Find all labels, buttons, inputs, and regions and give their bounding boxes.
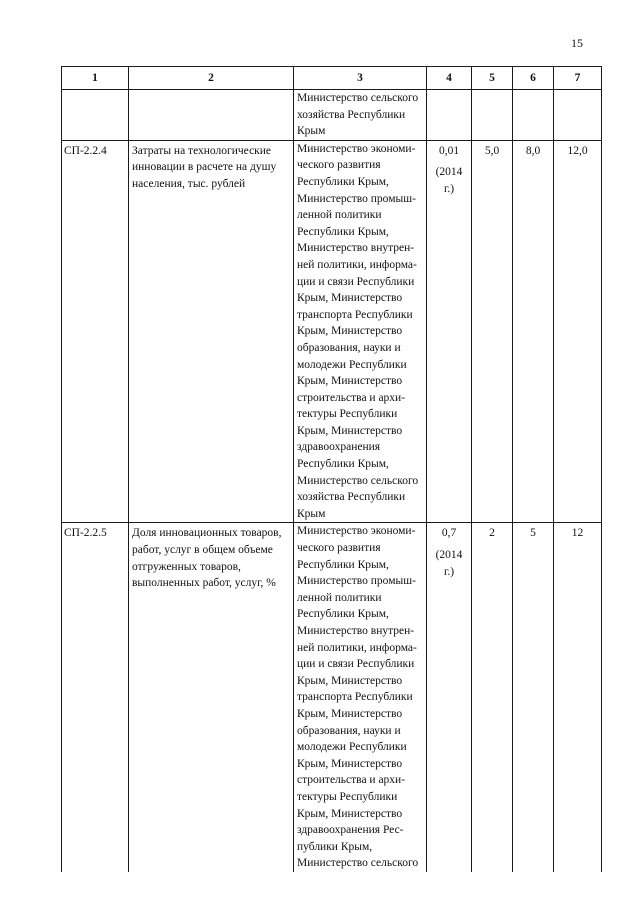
indicator-table <box>61 66 602 872</box>
org-line: Крым, Министерство <box>297 674 403 687</box>
value-cell: 12 <box>554 523 602 872</box>
org-line: Крым, Министерство <box>297 292 403 305</box>
org-line: ленной политики <box>297 591 382 604</box>
org-line: публики Крым, <box>297 840 373 853</box>
continuation-row <box>62 90 602 141</box>
org-line: ленной политики <box>297 209 382 222</box>
base-value: 0,01 <box>438 144 460 157</box>
value-cell: 12,0 <box>554 140 602 523</box>
org-line: здравоохранения <box>297 441 381 454</box>
org-line: здравоохранения Рес- <box>297 824 404 837</box>
column-header: 3 <box>294 67 427 90</box>
org-line: Министерство промыш- <box>297 192 416 205</box>
org-line: ней политики, информа- <box>297 258 417 271</box>
org-line: Министерство промыш- <box>297 575 416 588</box>
org-line: Министерство экономи- <box>297 525 416 538</box>
table-row <box>62 523 602 872</box>
code-cell: СП-2.2.5 <box>62 523 129 872</box>
base-year: (2014 г.) <box>435 549 463 578</box>
org-line: Министерство внутрен- <box>297 242 415 255</box>
org-line: тектуры Республики <box>297 790 398 803</box>
org-line: Министерство сельского <box>297 857 419 870</box>
column-header: 4 <box>427 67 472 90</box>
base-value-cell <box>427 140 472 523</box>
org-line: Республики Крым, <box>297 558 389 571</box>
org-line: хозяйства Республики <box>297 491 406 504</box>
org-line: Министерство сельского <box>297 474 419 487</box>
header-row <box>62 67 602 90</box>
value-cell <box>554 90 602 141</box>
column-header: 1 <box>62 67 129 90</box>
column-header: 7 <box>554 67 602 90</box>
org-line: Министерство сельского <box>297 92 419 104</box>
column-header: 5 <box>472 67 513 90</box>
page-number: 15 <box>571 36 583 50</box>
org-line: транспорта Республики <box>297 308 413 321</box>
value-cell: 5 <box>513 523 554 872</box>
indicator-cell: Доля инновационных товаров, работ, услуг в общем объеме отгруженных товаров, выполненных работ, услуг, % <box>129 523 294 872</box>
org-line: Республики Крым, <box>297 608 389 621</box>
org-line: образования, науки и <box>297 724 401 737</box>
org-line: тектуры Республики <box>297 408 398 421</box>
org-line: Крым, Министерство <box>297 757 403 770</box>
org-line: Министерство экономи- <box>297 142 416 155</box>
org-line: Крым <box>297 125 326 138</box>
org-line: Министерство внутрен- <box>297 625 415 637</box>
org-line: ческого развития <box>297 159 381 172</box>
org-line: Республики Крым, <box>297 175 389 188</box>
org-line: ней политики, информа- <box>297 641 417 654</box>
org-line: Крым, Министерство <box>297 325 403 338</box>
org-line: хозяйства Республики <box>297 108 406 121</box>
org-line: Крым <box>297 507 326 520</box>
org-line: Крым, Министерство <box>297 707 403 720</box>
base-value-cell <box>427 523 472 872</box>
org-line: транспорта Республики <box>297 691 413 704</box>
table-row <box>62 140 602 523</box>
org-line: строительства и архи- <box>297 774 406 787</box>
code-cell: СП-2.2.4 <box>62 140 129 523</box>
org-line: Крым, Министерство <box>297 375 403 388</box>
indicator-cell <box>129 90 294 141</box>
value-cell <box>472 90 513 141</box>
base-year: (2014 г.) <box>435 166 463 195</box>
value-cell <box>513 90 554 141</box>
column-header: 2 <box>129 67 294 90</box>
org-line: молодежи Республики <box>297 358 407 371</box>
value-cell: 8,0 <box>513 140 554 523</box>
org-line: ческого развития <box>297 542 381 555</box>
responsible-cell <box>294 90 427 141</box>
indicator-cell: Затраты на технологические инновации в расчете на душу населения, тыс. рублей <box>129 140 294 523</box>
responsible-cell <box>294 140 427 523</box>
org-line: Республики Крым, <box>297 225 389 238</box>
org-line: ции и связи Республики <box>297 658 415 671</box>
org-line: Республики Крым, <box>297 458 389 471</box>
value-cell <box>427 90 472 141</box>
code-cell <box>62 90 129 141</box>
value-cell: 2 <box>472 523 513 872</box>
column-header: 6 <box>513 67 554 90</box>
org-line: Крым, Министерство <box>297 424 403 437</box>
org-line: образования, науки и <box>297 341 401 354</box>
org-line: Крым, Министерство <box>297 807 403 820</box>
org-line: молодежи Республики <box>297 741 407 754</box>
responsible-cell <box>294 523 427 872</box>
base-value: 0,7 <box>441 527 457 540</box>
org-line: ции и связи Республики <box>297 275 415 288</box>
value-cell: 5,0 <box>472 140 513 523</box>
org-line: строительства и архи- <box>297 391 406 404</box>
